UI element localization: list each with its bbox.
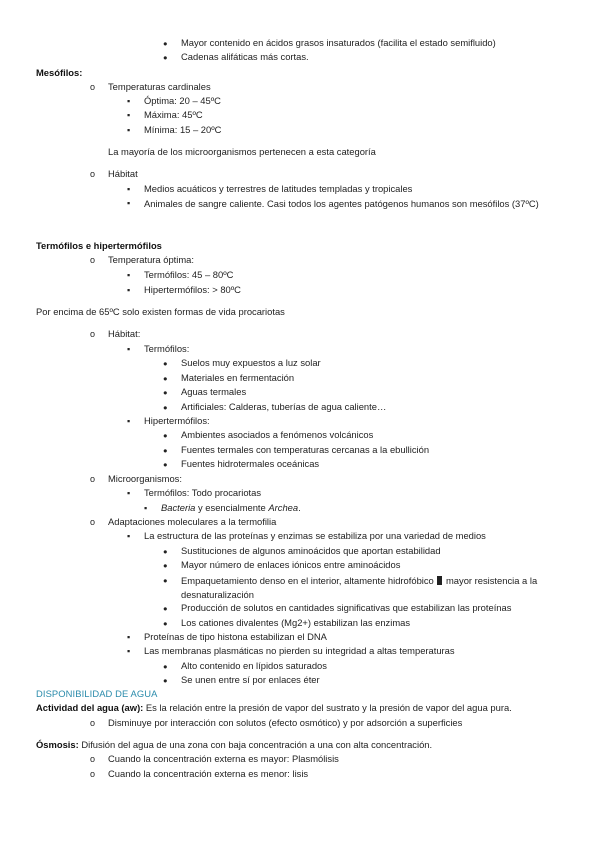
italic-term: Bacteria [161,502,196,513]
list-item: Fuentes hidrotermales oceánicas [181,458,320,469]
list-item: Las membranas plasmáticas no pierden su integridad a altas temperaturas [144,645,455,656]
list-item: Mayor número de enlaces iónicos entre aminoácidos [181,559,401,570]
bullet-square [127,645,130,657]
list-item: Temperatura óptima: [108,254,194,265]
bullet-dot [163,386,168,399]
list-item: Alto contenido en lípidos saturados [181,660,327,671]
bullet-square [127,487,130,499]
list-item: Cadenas alifáticas más cortas. [181,51,309,62]
list-item: Óptima: 20 – 45ºC [144,95,221,106]
list-item: Termófilos: 45 – 80ºC [144,269,234,280]
paragraph [36,702,512,714]
list-item: Fuentes termales con temperaturas cercanas a la ebullición [181,444,430,455]
bullet-circle [90,753,95,765]
list-item: Disminuye por interacción con solutos (efecto osmótico) y por adsorción a superficies [108,717,463,728]
bullet-dot [163,429,168,442]
paragraph: La mayoría de los microorganismos pertenecen a esta categoría [108,146,376,157]
list-item: Se unen entre sí por enlaces éter [181,674,320,685]
bullet-square [127,284,130,296]
list-item: Aguas termales [181,386,247,397]
bullet-dot [163,37,168,50]
list-item: Medios acuáticos y terrestres de latitudes templadas y tropicales [144,183,413,194]
bullet-circle [90,473,95,485]
bullet-dot [163,51,168,64]
bullet-square [127,343,130,355]
bullet-circle [90,516,95,528]
list-item: Máxima: 45ºC [144,109,203,120]
bullet-square [127,124,130,136]
list-item: Sustituciones de algunos aminoácidos que aportan estabilidad [181,545,441,556]
bullet-square [127,530,130,542]
bullet-circle [90,328,95,340]
list-item: Hipertermófilos: > 80ºC [144,284,241,295]
bullet-square [144,502,147,514]
text-run: mayor resistencia a la desnaturalización [181,575,538,600]
bullet-square [127,415,130,427]
bullet-square [127,95,130,107]
bullet-dot [163,545,168,558]
paragraph [36,739,432,751]
bullet-dot [163,357,168,370]
list-item: Mayor contenido en ácidos grasos insaturados (facilita el estado semifluido) [181,37,496,48]
list-item: Los cationes divalentes (Mg2+) estabilizan las enzimas [181,617,411,628]
bullet-circle [90,168,95,180]
bullet-square [127,183,130,195]
bullet-circle [90,768,95,780]
list-item: Materiales en fermentación [181,372,295,383]
list-item: Hipertermófilos: [144,415,210,426]
list-item: La estructura de las proteínas y enzimas se estabiliza por una variedad de medios [144,530,486,541]
bullet-circle [90,81,95,93]
list-item: Cuando la concentración externa es mayor: Plasmólisis [108,753,339,764]
bullet-dot [163,617,168,630]
bullet-square [127,269,130,281]
list-item: Termófilos: [144,343,190,354]
list-item: Hábitat [108,168,138,179]
bullet-square [127,197,130,209]
bullet-dot [163,559,168,572]
text-run: Difusión del agua de una zona con baja concentración a una con alta concentración. [78,739,433,750]
bullet-square [127,631,130,643]
list-item: Artificiales: Calderas, tuberías de agua caliente… [181,401,387,412]
italic-term: Archea [268,502,299,513]
text-run: . [298,502,301,513]
list-item [181,574,573,602]
list-item [161,502,301,514]
list-item: Mínima: 15 – 20ºC [144,124,222,135]
bullet-dot [163,674,168,687]
section-heading-termofilos: Termófilos e hipertermófilos [36,240,162,251]
bullet-dot [163,372,168,385]
list-item: Hábitat: [108,328,141,339]
bullet-dot [163,602,168,615]
bullet-dot [163,444,168,457]
bullet-dot [163,660,168,673]
list-item: Adaptaciones moleculares a la termofilia [108,516,277,527]
bullet-circle [90,254,95,266]
list-item: Proteínas de tipo histona estabilizan el DNA [144,631,327,642]
section-heading-disponibilidad-agua: DISPONIBILIDAD DE AGUA [36,688,158,699]
list-item: Producción de solutos en cantidades significativas que estabilizan las proteínas [181,602,512,613]
bullet-dot [163,401,168,414]
paragraph: Por encima de 65ºC solo existen formas de vida procariotas [36,306,285,317]
term: Ósmosis: [36,739,79,750]
text-run: Es la relación entre la presión de vapor del sustrato y la presión de vapor del agua pura. [143,702,512,713]
text-run: y esencialmente [195,502,269,513]
list-item: Temperaturas cardinales [108,81,211,92]
bullet-dot [163,458,168,471]
section-heading-mesofilos: Mesófilos: [36,67,83,78]
list-item: Ambientes asociados a fenómenos volcánicos [181,429,374,440]
bullet-dot [163,574,168,587]
bullet-square [127,109,130,121]
list-item: Animales de sangre caliente. Casi todos los agentes patógenos humanos son mesófilos (37ºC) [144,198,539,209]
term: Actividad del agua (aw): [36,702,144,713]
list-item: Suelos muy expuestos a luz solar [181,357,321,368]
bullet-circle [90,717,95,729]
text-run: Empaquetamiento denso en el interior, altamente hidrofóbico [181,575,434,586]
list-item: Cuando la concentración externa es menor: lisis [108,768,309,779]
list-item: Microorganismos: [108,473,182,484]
arrow-symbol-icon [437,576,442,585]
list-item: Termófilos: Todo procariotas [144,487,262,498]
